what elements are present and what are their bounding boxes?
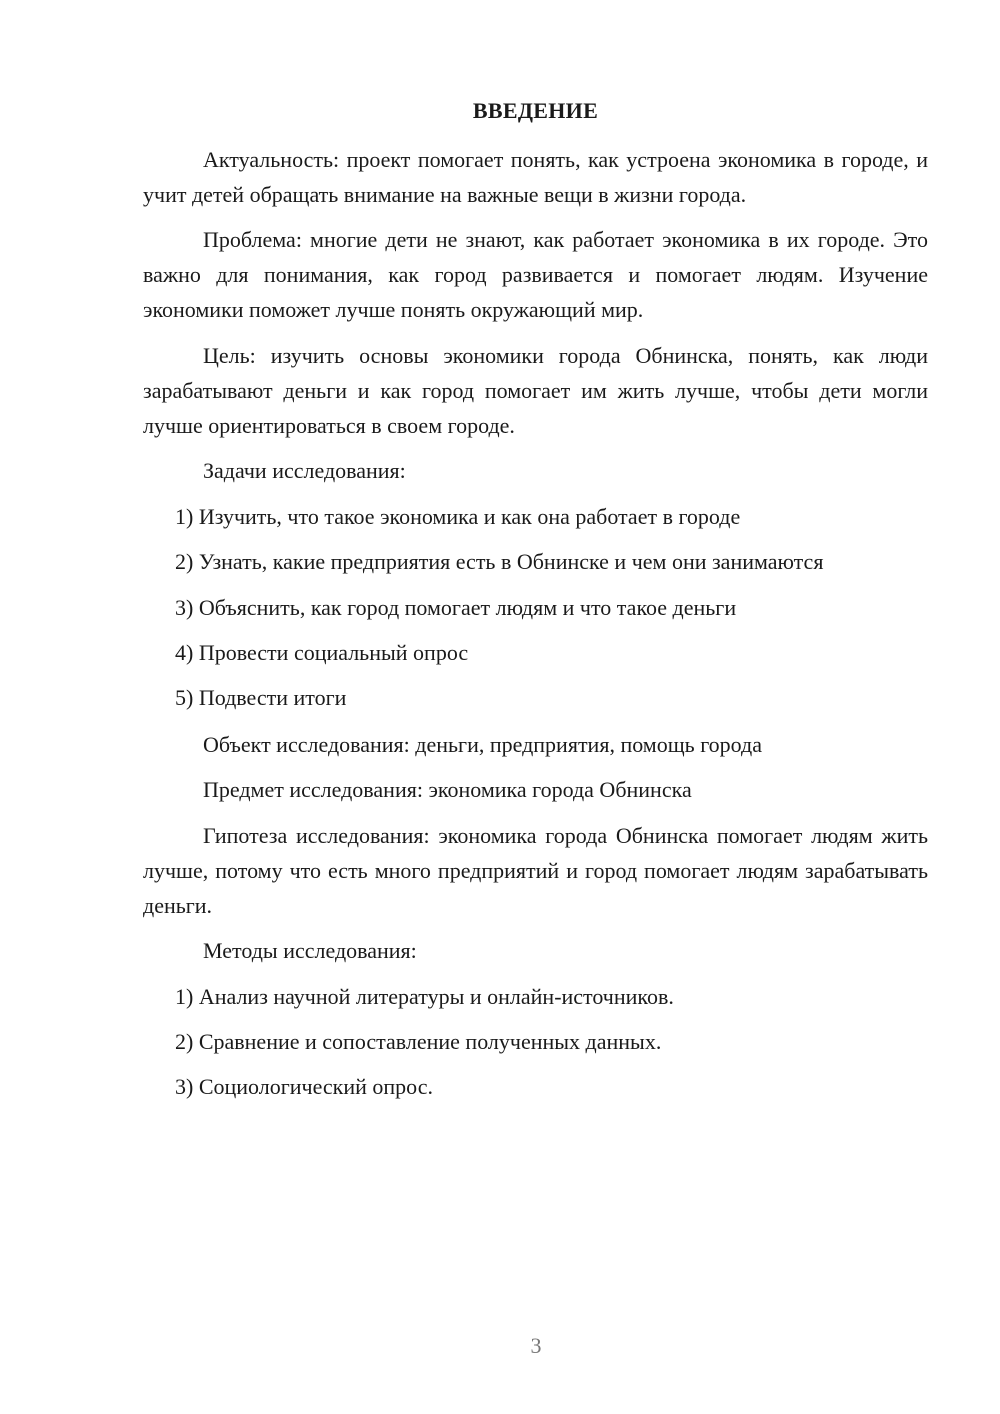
paragraph-subject: Предмет исследования: экономика города Обнинска bbox=[203, 777, 692, 802]
paragraph-relevance: Актуальность: проект помогает понять, как устроена экономика в городе, и учит детей обращать внимание на важные вещи в жизни города. bbox=[143, 147, 928, 207]
methods-heading: Методы исследования: bbox=[203, 938, 417, 963]
method-item: 3) Социологический опрос. bbox=[175, 1074, 433, 1099]
task-item: 4) Провести социальный опрос bbox=[175, 640, 469, 665]
paragraph-goal: Цель: изучить основы экономики города Обнинска, понять, как люди зарабатывают деньги и как город помогает им жить лучше, чтобы дети могли лучше ориентироваться в своем городе. bbox=[143, 343, 928, 438]
page-number: 3 bbox=[530, 1333, 542, 1358]
task-item: 3) Объяснить, как город помогает людям и что такое деньги bbox=[175, 595, 737, 620]
method-item: 1) Анализ научной литературы и онлайн-источников. bbox=[175, 984, 674, 1009]
task-item: 1) Изучить, что такое экономика и как она работает в городе bbox=[175, 504, 741, 529]
method-item: 2) Сравнение и сопоставление полученных данных. bbox=[175, 1029, 662, 1054]
paragraph-hypothesis: Гипотеза исследования: экономика города Обнинска помогает людям жить лучше, потому что есть много предприятий и город помогает людям зарабатывать деньги. bbox=[143, 823, 928, 918]
page-title: ВВЕДЕНИЕ bbox=[472, 98, 599, 123]
tasks-heading: Задачи исследования: bbox=[203, 458, 406, 483]
task-item: 5) Подвести итоги bbox=[175, 685, 347, 710]
paragraph-object: Объект исследования: деньги, предприятия, помощь города bbox=[203, 732, 763, 757]
task-item: 2) Узнать, какие предприятия есть в Обнинске и чем они занимаются bbox=[175, 549, 824, 574]
paragraph-problem: Проблема: многие дети не знают, как работает экономика в их городе. Это важно для понимания, как город развивается и помогает людям. Изучение экономики поможет лучше понять окружающий мир. bbox=[143, 227, 928, 322]
